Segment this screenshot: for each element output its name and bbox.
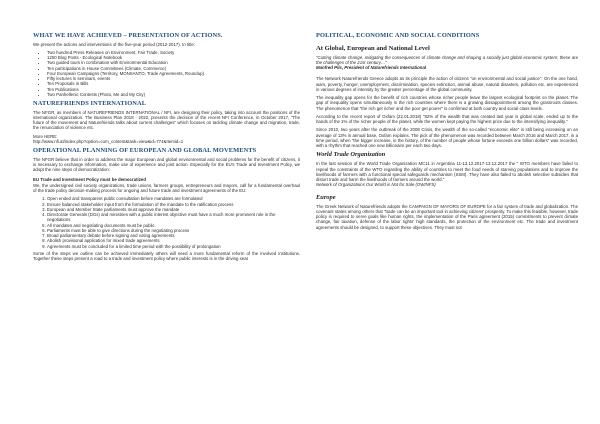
paragraph: The Network Naturefriends Greece adopts as its principle the action of citizens "on environmental and social justice". On the one hand, wars, poverty, hunger, unemployment, discrimination, species extinction, animal abuse, natural disasters, pollution etc. are experienced in various degrees of intensity by the greater percentage of the global community.	[316, 76, 578, 92]
wto-title: World Trade Organization	[316, 151, 386, 159]
list-item: 3. European and Member State parliaments must approve the mandate	[47, 207, 300, 212]
list-item: • Four European Campaigns (Territory, MONSANTO, Trade Agreements, Roundup)	[47, 71, 300, 76]
list-item: 4. Directorate Generals (DGs) and ministries with a public interest objective must have a much more prominent role in the negotiations	[47, 212, 300, 223]
list-item: 9. Agreements must be concluded for a limited time period with the possibility of prolongation	[47, 244, 300, 249]
list-item: • Ten Publications	[47, 87, 300, 92]
europe-title: Europe	[316, 193, 336, 201]
more-link[interactable]: http://www.nfi.at/index.php?option=com_content&task=view&id=774&Itemid=1	[33, 138, 184, 144]
eu-steps-list	[33, 196, 300, 249]
achieved-intro: We present the actions and interventions of the five-year period (2012-2017). In title:	[33, 41, 195, 47]
eu-heading: EU Trade and Investment Policy must be democratized	[33, 176, 146, 182]
list-item: 8. Abolish provisional application for mixed trade agreements	[47, 238, 300, 243]
ni-title: NATUREFRIENDS INTERNATIONAL	[33, 100, 147, 108]
list-item: 7. Broad parliamentary debate before signing and voting agreements	[47, 233, 300, 238]
europe-text: The Greek Network of Naturefriends adopts the CAMPAIGN OF MAYORS OF EUROPE for a fair system of trade and globalization. The covenant states among others that "trade can be an important tool in achieving citizens' prosperity. To make this feasible, however, trade policy is required to serve goals like human rights, the implementation of the Paris agreement (2015) commitments to prevent climate change, fair taxation, defense of the labor rights' high standards, the protection of the environment etc. The trade and investment agreements should be designed, to support these objectives. They must not	[316, 203, 578, 230]
list-item: • Two guided tours in combination with Environmental Education	[47, 60, 300, 65]
left-column	[33, 32, 300, 264]
ni-text: The NFGR, as members of NATUREFRIENDS INTERNATIONAL / NFI, are designing their policy, taking into account the positions of the international organization. The Business Plan 2018 - 2022, presents the decision of the recent NFI Conference, in October 2017, "The future of the movement and Naturefriends talks about current challenges" which focuses on tackling climate change and migration, trade, the renunciation of violence etc.	[33, 109, 300, 131]
paragraph: According to the recent report of Oxfam (22.01.2018) "82% of the wealth that was created last year is global scale, ended up to the hands of the 1% of the richer people of the planet, while the women kept paying the highest price due to the intensifying inequality."	[316, 113, 578, 125]
list-item: 2. Ensure balanced stakeholder input from the formulation of the mandate to the ratification process	[47, 202, 300, 207]
political-title: POLITICAL, ECONOMIC AND SOCIAL CONDITIONS	[316, 32, 480, 39]
list-item: 5. All mandates and negotiating documents must be public	[47, 223, 300, 228]
op-title: OPERATIONAL PLANNING OF EUROPEAN AND GLOBAL MOVEMENTS	[33, 147, 257, 155]
paragraph: Since 2010, two years after the outbreak of the 2008 Crisis, the wealth of the so-called "economic elite" is still being increasing on an average of 13% in annual base, Oxfam explains. The pick of the phenomenon was recorded between March 2016 and March 2017, in a time period, when "the bigger increase, in the history, of the number of people whose fortune exceeds one billion dollars" was recorded, with a rhythm that reached one new billionaire per each two days.	[316, 127, 578, 149]
list-item: • Ten Proposals in Bills	[47, 81, 300, 86]
list-item: • Ten participations in House Committees (Climate, Commerce)	[47, 66, 300, 71]
more-label: More HERE:	[33, 133, 58, 139]
right-column	[316, 32, 578, 233]
achieved-list	[33, 50, 300, 97]
list-item: • Two hundred Press Releases on Environment, Fair Trade, Society	[47, 50, 300, 55]
op-text: The NFGR believe that in order to address the major European and global environmental and social problems for the benefit of citizens, it is necessary to exchange information, make use of experience and joint action. Especially for the EU's Trade and Investment Policy, we adopt the nine steps of democratization:	[33, 156, 300, 173]
list-item: 1. Open ended and transparent public consultation before mandates are formulated	[47, 196, 300, 201]
quote-text: "Cutting climate change, mitigating the consequences of climate change and shaping a socially just global economic system: these are the challenges of the 21st century…"	[316, 54, 578, 65]
wto-text: In the last session of the World Trade Organization MC11 in Argentina 11-13.12.2017-13.12.2017 the " WTO members have failed to repeal the constraints of the WTO regarding the ability of countries to meet the food needs of starving populations and to improve the livelihoods of farmers with a functional special safeguards mechanism (SSM). They have also failed to abolish selective subsidies that distort trade and harm the livelihoods of farmers around the world."	[316, 161, 578, 183]
quote-author: Manfred Pils, President of Naturefriends International	[316, 65, 427, 71]
list-item: • Fifty lectures in seminars, events	[47, 76, 300, 81]
paragraph: The inequality gap opens for the benefit of rich countries whose richer people leave the largest ecological footprint on the planet. The gap of inequality opens simultaneously in the rich countries where there is a growing dissappointment among the grassroots classes. The phenomenon that "the rich get richer and the poor get poorer" is confirmed at both country and social class levels.	[316, 95, 578, 111]
global-subtitle: At Global, European and National Level	[316, 44, 430, 52]
list-item: 6. Parliaments must be able to give directions during the negotiating process	[47, 228, 300, 233]
achieved-title: WHAT WE HAVE ACHIEVED – PRESENTATION OF ACTIONS.	[33, 32, 223, 39]
eu-intro: We, the undersigned civil society organizations, trade unions, farmers groups, entrepreneurs and mayors, call for a fundamental overhaul of the trade policy decision-making process for ongoing and future trade and investment agreements of the EU:	[33, 182, 300, 194]
list-item: • Two Panhellenic Contests (Photo, Me and My City)	[47, 92, 300, 97]
wto-source: Network of Organizations Our World is Not for Sale (OWINFS)	[316, 182, 436, 188]
outro-text: Some of the steps we outline can be achieved immediately others will need a more fundamental reform of the involved institutions. Together these steps present a road to a trade and investment policy where public interests is in the driving seat	[33, 250, 300, 262]
list-item: • 1250 Blog Posts - Ecological Notebook	[47, 55, 300, 60]
